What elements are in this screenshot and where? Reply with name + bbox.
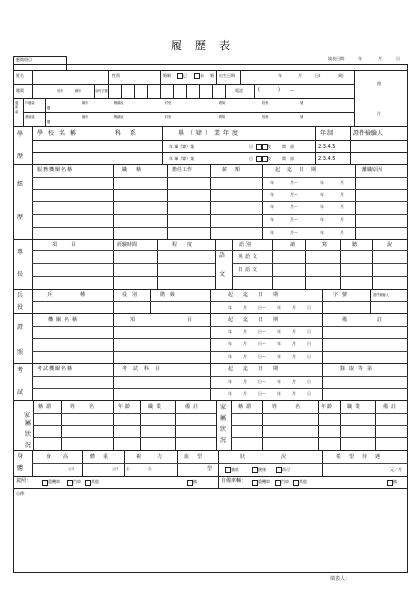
language-header-read: 讀 [290,242,296,248]
exam-r1-m2: 月 [292,379,296,384]
exam-section-2: 試 [16,389,23,396]
status-healthy-label: 健康 [258,467,266,472]
military-section-1: 兵 [16,292,23,299]
household-floor: 樓 [47,106,51,110]
family-section-right-4: 況 [219,437,226,444]
birth-month: 月 [298,73,302,78]
edu-row2-night: 夜 [267,156,271,161]
family-section-right-2: 屬 [219,415,226,422]
vehicle-motorcycle-label: 重機車 [258,479,270,484]
household-label: 戶籍處 [25,101,35,105]
skills-header-experience: 經驗時間 [117,242,138,248]
family-left-header-age: 年齡 [118,404,133,410]
exp-r2-m1: 月～ [290,192,298,197]
education-section-1: 學 [16,131,23,138]
exam-r2-m2: 月 [292,391,296,396]
marital-married-label: 已 [183,73,187,78]
vehicle-car-label: 汽車 [281,479,289,484]
phone-paren-open: ( [258,87,260,93]
household-road: 路街 [219,101,226,105]
military-header-type: 役別 [122,292,143,298]
family-right-header-remarks: 備註 [383,404,400,410]
contact-floor: 樓 [47,120,51,124]
vehicle-other-label: 其他 [299,479,307,484]
license-header-item: 項目 [130,317,245,323]
family-left-header-job: 職業 [148,404,165,410]
birth-label: 出生日期 [219,73,235,78]
edu-row2-years: 2.3.4.5 [318,156,336,162]
military-header-dates: 起迄日期 [228,292,289,298]
experience-header-salary: 薪額 [222,167,249,173]
physical-header-status: 狀況 [240,454,323,460]
physical-vision-left: 左： [126,467,133,471]
experience-section-2: 歷 [16,214,23,221]
exp-r5-y2: 年 [320,230,324,235]
phone-paren-close: ) [278,87,280,93]
address-label: 通訊處 [15,101,19,114]
family-section-left-4: 況 [24,442,31,449]
military-header-number: 字號 [333,292,352,298]
skills-header-level: 程度 [172,242,203,248]
military-header-verifier: 證件檢驗人 [373,293,389,297]
mil-d1: 日～ [258,305,266,310]
lic-r1-y1: 年 [228,329,232,334]
signer-label: 填表人： [330,576,351,582]
driver-license-label: 駕照： [16,478,32,484]
exam-header-subject: 考試科目 [122,366,167,372]
family-section-right-3: 狀 [219,426,226,433]
mil-m2: 月 [292,305,296,310]
education-header-school: 學校名稱 [37,130,82,137]
gender-label: 性別 [112,73,120,78]
phone-label: 電話 [235,88,243,93]
fill-date-month: 月 [378,56,382,61]
fill-date-year: 年 [358,56,362,61]
license-header-agency: 機關名稱 [48,317,81,323]
language-english: 英語文 [238,254,260,260]
household-township: 鄉鎮區 [114,101,124,105]
lic-r3-y1: 年 [228,354,232,359]
physical-blood-suffix: 型 [207,466,213,472]
license-section-2: 照 [16,349,23,356]
education-header-verifier: 證件檢驗人 [353,130,384,137]
mil-m1: 月 [243,305,247,310]
exp-r2-m2: 月 [340,192,344,197]
exam-r2-d2: 日 [307,391,311,396]
exam-header-agency: 考試機關名稱 [37,366,74,372]
education-header-system: 年制 [320,130,335,137]
family-right-header-age: 年齡 [321,404,334,410]
physical-header-weight: 體重 [90,454,117,460]
physical-header-vision: 視力 [136,454,179,460]
lic-r2-d2: 日 [307,341,311,346]
exp-r2-y2: 年 [320,192,324,197]
exp-r3-y1: 年 [270,204,274,209]
position-label: 應徵項目 [16,57,32,62]
exp-r3-y2: 年 [320,204,324,209]
military-header-branch: 兵種 [47,292,114,298]
exp-r4-m2: 月 [340,217,344,222]
exam-r2-y2: 年 [277,391,281,396]
exp-r3-m2: 月 [340,204,344,209]
photo-label-1: 照 [377,81,381,86]
contact-village: 村里 [165,115,172,119]
exp-r1-y2: 年 [320,180,324,185]
household-number: 號 [300,101,304,105]
mil-y1: 年 [228,305,232,310]
contact-section: 段巷 [262,115,269,119]
pay-unit: 元／月 [390,467,402,472]
lic-r1-y2: 年 [277,329,281,334]
fill-date-day: 日 [396,56,400,61]
license-car-label: 汽車 [73,479,81,484]
exam-r1-y1: 年 [228,379,232,384]
physical-vision-right: 右： [148,467,155,471]
lic-r3-y2: 年 [277,354,281,359]
birth-age: 歲) [338,73,344,78]
exam-r2-m1: 月 [243,391,247,396]
license-header-remarks: 備註 [342,317,413,323]
origin-label: 籍貫 [16,88,24,93]
family-section-right-1: 家 [219,404,226,411]
lic-r3-m1: 月 [243,354,247,359]
experience-section-1: 經 [16,181,23,188]
license-section-1: 證 [16,324,23,331]
exp-r4-m1: 月～ [290,217,298,222]
physical-unit-cm: 公分 [68,467,75,471]
status-strong-label: 強壯 [231,467,239,472]
lic-r3-d1: 日～ [258,354,266,359]
license-header-dates: 起迄日期 [228,317,289,323]
skills-header-item: 項目 [52,242,91,248]
exam-r1-y2: 年 [277,379,281,384]
lic-r3-m2: 月 [292,354,296,359]
origin-county: 縣市 [75,89,82,93]
exam-header-grade: 錄取等第 [340,366,377,372]
experience-header-duty: 擔任工作 [172,167,193,173]
family-right-header-name: 姓名 [272,404,319,410]
marital-suffix: 婚 [210,73,214,78]
id-number-label: 身份字號 [95,89,108,93]
family-left-header-remarks: 備註 [185,404,202,410]
exam-section-1: 考 [16,367,23,374]
contact-road: 路街 [219,115,226,119]
physical-header-pay: 希望待遇 [336,454,389,460]
page-title: 履歷表 [171,39,243,52]
exp-r5-y1: 年 [270,230,274,235]
skills-section-2: 長 [16,271,23,278]
license-none-label: 無 [193,479,197,484]
edu-row2-day: 日 [249,156,253,161]
exp-r5-m1: 月～ [290,230,298,235]
skills-section-1: 專 [16,249,23,256]
edu-row1-period: 年 畢（肄）業 [169,144,195,149]
language-japanese: 日語文 [238,267,260,273]
language-header-speak: 說 [387,242,393,248]
family-left-header-name: 姓名 [70,404,109,410]
autobiography-label: 自傳： [16,491,28,496]
name-label: 姓名 [16,73,24,78]
edu-row1-night: 夜 [267,144,271,149]
exp-r1-m1: 月～ [290,180,298,185]
birth-year: 年 [278,73,282,78]
exp-r1-m2: 月 [340,180,344,185]
exam-r2-d1: 日～ [258,391,266,396]
language-header-lang: 語別 [239,242,254,248]
lic-r1-m2: 月 [292,329,296,334]
military-header-rank: 階級 [160,292,181,298]
edu-row1-day: 日 [249,144,253,149]
family-right-header-relation: 稱謂 [238,404,255,410]
experience-header-title: 職稱 [122,167,151,173]
exp-r2-y1: 年 [270,192,274,197]
physical-section-1: 身 [16,453,23,460]
physical-header-height: 身高 [46,454,81,460]
exam-header-dates: 起迄日期 [228,366,289,372]
lic-r2-m1: 月 [243,341,247,346]
license-other-label: 其他 [91,479,99,484]
marital-single-label: 未 [200,73,204,78]
exp-r4-y1: 年 [270,217,274,222]
edu-row2-dept: 間部 [282,156,298,161]
autobiography-field[interactable] [40,498,402,568]
origin-province: 省市 [57,89,64,93]
status-fair-label: 尚可 [282,467,290,472]
contact-county: 縣市 [82,115,89,119]
household-county: 縣市 [82,101,89,105]
family-left-header-relation: 稱謂 [38,404,55,410]
lic-r2-y1: 年 [228,341,232,346]
edu-row1-dept: 間部 [282,144,298,149]
lic-r2-m2: 月 [292,341,296,346]
physical-unit-kg: 公斤 [112,467,119,471]
mil-d2: 日 [307,305,311,310]
edu-row2-period: 年 畢（肄）業 [169,156,195,161]
lic-r3-d2: 日 [307,354,311,359]
lic-r1-d2: 日 [307,329,311,334]
household-section: 段巷 [262,101,269,105]
education-section-2: 歷 [16,153,23,160]
experience-header-employer: 服務機關名稱 [37,167,74,173]
marital-label: 婚姻 [163,73,171,78]
education-header-dept: 科系 [115,130,146,137]
lic-r2-d1: 日～ [258,341,266,346]
vehicle-label: 自備車輛： [221,478,247,484]
physical-header-blood: 血型 [184,454,211,460]
lic-r1-m1: 月 [243,329,247,334]
language-section-1: 語 [218,252,225,259]
fill-date-label: 填表日期： [328,56,348,61]
household-village: 村里 [165,101,172,105]
birth-day: 日( [315,73,321,78]
edu-row1-years: 2.3.4.5 [318,144,336,150]
mil-y2: 年 [277,305,281,310]
language-header-write: 寫 [322,242,328,248]
contact-number: 號 [300,115,304,119]
exam-r1-d2: 日 [307,379,311,384]
exam-r1-d1: 日～ [258,379,266,384]
vehicle-none-label: 無 [393,479,397,484]
experience-header-reason: 離職原因 [362,167,383,173]
family-section-left-2: 屬 [24,420,31,427]
exp-r1-y1: 年 [270,180,274,185]
exp-r5-m2: 月 [340,230,344,235]
photo-label-2: 片 [377,111,381,116]
language-header-listen: 聽 [352,242,358,248]
exam-r2-y1: 年 [228,391,232,396]
license-motorcycle-label: 重機車 [48,479,60,484]
military-section-2: 役 [16,304,23,311]
exp-r3-m1: 月～ [290,204,298,209]
contact-label: 連絡處 [25,115,35,119]
lic-r2-y2: 年 [277,341,281,346]
family-section-left-3: 狀 [24,431,31,438]
lic-r1-d1: 日～ [258,329,266,334]
physical-section-2: 體 [16,465,23,472]
exp-r4-y2: 年 [320,217,324,222]
exam-r1-m1: 月 [243,379,247,384]
contact-township: 鄉鎮區 [114,115,124,119]
family-section-left-1: 家 [24,412,31,419]
family-right-header-job: 職業 [347,404,364,410]
language-section-2: 文 [218,271,225,278]
phone-dash: — [290,88,294,93]
experience-header-dates: 起迄日期 [275,167,324,173]
education-header-year: 畢（肄）業年度 [178,130,242,137]
